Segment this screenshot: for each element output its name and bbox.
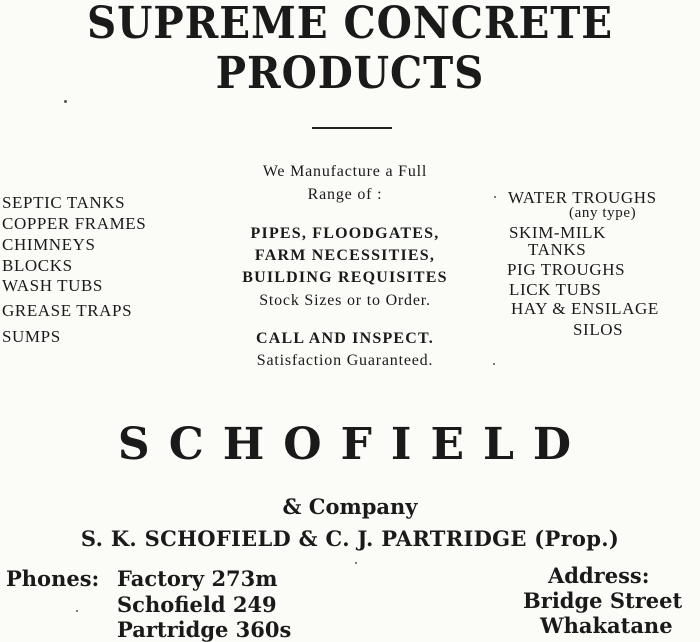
print-speck — [355, 562, 357, 564]
print-speck — [76, 610, 78, 612]
address-label: Address: — [548, 563, 650, 588]
product-any-type: (any type) — [569, 205, 637, 221]
product-silos: SILOS — [573, 320, 624, 339]
product-copper-frames: COPPER FRAMES — [2, 214, 147, 233]
print-speck — [494, 196, 496, 198]
headline-line-1: SUPREME CONCRETE — [86, 0, 614, 49]
product-blocks: BLOCKS — [2, 256, 73, 275]
product-grease-traps: GREASE TRAPS — [2, 301, 133, 320]
print-speck — [493, 363, 495, 365]
guarantee-line: Satisfaction Guaranteed. — [256, 352, 434, 369]
product-pig-troughs: PIG TROUGHS — [507, 260, 626, 279]
phone-factory: Factory 273m — [117, 566, 278, 591]
brand-proprietors: S. K. SCHOFIELD & C. J. PARTRIDGE (Prop.) — [80, 526, 620, 551]
brand-company: & Company — [282, 494, 418, 519]
address-town: Whakatane — [540, 613, 673, 638]
phone-partridge: Partridge 360s — [117, 617, 292, 642]
bold-line-1: PIPES, FLOODGATES, — [250, 225, 440, 242]
product-lick-tubs: LICK TUBS — [509, 280, 602, 299]
phone-schofield: Schofield 249 — [117, 592, 277, 617]
brand-name: SCHOFIELD — [117, 419, 591, 470]
product-water-troughs: WATER TROUGHS — [508, 188, 657, 207]
divider-rule — [312, 127, 392, 129]
product-septic-tanks: SEPTIC TANKS — [2, 193, 126, 212]
product-wash-tubs: WASH TUBS — [2, 276, 103, 295]
phones-label: Phones: — [6, 566, 100, 591]
product-sumps: SUMPS — [2, 327, 61, 346]
address-street: Bridge Street — [523, 588, 683, 613]
headline-line-2: PRODUCTS — [215, 48, 485, 99]
print-speck — [64, 100, 67, 103]
product-hay-ensilage: HAY & ENSILAGE — [511, 299, 659, 318]
call-line: CALL AND INSPECT. — [256, 330, 434, 347]
intro-line-2: Range of : — [307, 186, 383, 203]
bold-line-2: FARM NECESSITIES, — [254, 247, 436, 264]
bold-line-3: BUILDING REQUISITES — [242, 269, 448, 286]
stock-line: Stock Sizes or to Order. — [259, 292, 431, 309]
product-chimneys: CHIMNEYS — [2, 235, 96, 254]
product-skim-milk: SKIM-MILK — [509, 223, 607, 242]
intro-line-1: We Manufacture a Full — [262, 163, 428, 180]
product-tanks: TANKS — [528, 240, 587, 259]
